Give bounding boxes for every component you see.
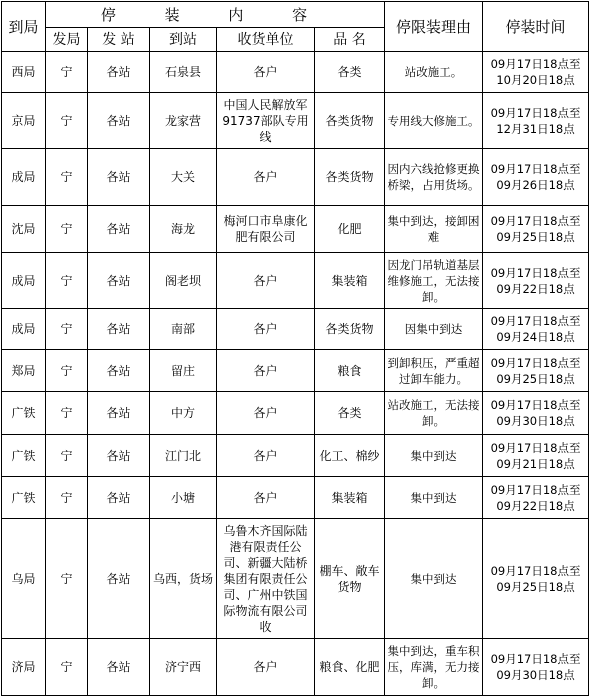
header-reason: 停限装理由 — [385, 2, 483, 52]
cell-to-station: 龙家营 — [150, 93, 217, 149]
cell-from-bureau: 宁 — [46, 519, 88, 639]
cell-time: 09月17日18点至 10月20日18点 — [483, 52, 589, 93]
cell-time: 09月17日18点至 09月30日18点 — [483, 392, 589, 435]
table-row — [2, 350, 589, 392]
cell-reason: 站改施工。 — [385, 52, 483, 93]
cell-goods: 化工、棉纱 — [315, 435, 385, 477]
table-row — [2, 435, 589, 477]
cell-reason: 因龙门吊轨道基层维修施工，无法接卸。 — [385, 253, 483, 309]
cell-reason: 集中到达，接卸困难 — [385, 206, 483, 253]
cell-from-bureau: 宁 — [46, 477, 88, 519]
header-consignee: 收货单位 — [217, 28, 315, 52]
cell-goods: 各类货物 — [315, 149, 385, 206]
cell-bureau: 成局 — [2, 149, 46, 206]
cell-bureau: 广铁 — [2, 392, 46, 435]
cell-from-bureau: 宁 — [46, 309, 88, 350]
cell-from-bureau: 宁 — [46, 93, 88, 149]
cell-bureau: 京局 — [2, 93, 46, 149]
cell-consignee: 梅河口市阜康化肥有限公司 — [217, 206, 315, 253]
cell-from-station: 各站 — [88, 93, 150, 149]
cell-time: 09月17日18点至 12月31日18点 — [483, 93, 589, 149]
cell-consignee: 各户 — [217, 309, 315, 350]
cell-from-bureau: 宁 — [46, 52, 88, 93]
table-row — [2, 52, 589, 93]
cell-from-bureau: 宁 — [46, 435, 88, 477]
cell-bureau: 乌局 — [2, 519, 46, 639]
cell-to-station: 中方 — [150, 392, 217, 435]
cell-from-station: 各站 — [88, 52, 150, 93]
header-origin-bureau: 发局 — [46, 28, 88, 52]
cell-goods: 粮食 — [315, 350, 385, 392]
cell-time: 09月17日18点至 09月25日18点 — [483, 206, 589, 253]
cell-consignee: 各户 — [217, 350, 315, 392]
cell-bureau: 郑局 — [2, 350, 46, 392]
table-row — [2, 392, 589, 435]
cell-from-station: 各站 — [88, 350, 150, 392]
cell-reason: 到卸积压，严重超过卸车能力。 — [385, 350, 483, 392]
cell-consignee: 各户 — [217, 253, 315, 309]
cell-from-station: 各站 — [88, 639, 150, 696]
header-arrival-bureau: 到局 — [2, 2, 46, 52]
table-row — [2, 309, 589, 350]
header-goods: 品 名 — [315, 28, 385, 52]
cell-from-bureau: 宁 — [46, 253, 88, 309]
cell-time: 09月17日18点至 09月25日18点 — [483, 350, 589, 392]
table-row — [2, 519, 589, 639]
cell-time: 09月17日18点至 09月30日18点 — [483, 639, 589, 696]
cell-consignee: 中国人民解放军91737部队专用线 — [217, 93, 315, 149]
cell-goods: 集装箱 — [315, 477, 385, 519]
header-content-group: 停 装 内 容 — [46, 2, 385, 28]
table-row — [2, 253, 589, 309]
table-row — [2, 477, 589, 519]
table-row — [2, 639, 589, 696]
cell-consignee: 各户 — [217, 435, 315, 477]
cell-goods: 各类货物 — [315, 93, 385, 149]
cell-from-bureau: 宁 — [46, 639, 88, 696]
cell-goods: 各类货物 — [315, 309, 385, 350]
cell-time: 09月17日18点至 09月22日18点 — [483, 253, 589, 309]
cell-consignee: 各户 — [217, 149, 315, 206]
cell-consignee: 各户 — [217, 639, 315, 696]
cell-consignee: 各户 — [217, 52, 315, 93]
cell-goods: 集装箱 — [315, 253, 385, 309]
cell-from-station: 各站 — [88, 435, 150, 477]
cell-from-station: 各站 — [88, 206, 150, 253]
table-row — [2, 93, 589, 149]
cell-to-station: 大关 — [150, 149, 217, 206]
cell-reason: 站改施工，无法接卸。 — [385, 392, 483, 435]
cell-from-bureau: 宁 — [46, 350, 88, 392]
cell-goods: 粮食、化肥 — [315, 639, 385, 696]
cell-to-station: 南部 — [150, 309, 217, 350]
cell-bureau: 济局 — [2, 639, 46, 696]
cell-consignee: 乌鲁木齐国际陆港有限责任公司、新疆大陆桥集团有限责任公司、广州中铁国际物流有限公司收 — [217, 519, 315, 639]
suspension-table — [1, 1, 589, 696]
cell-to-station: 济宁西 — [150, 639, 217, 696]
cell-goods: 各类 — [315, 52, 385, 93]
cell-to-station: 留庄 — [150, 350, 217, 392]
cell-goods: 化肥 — [315, 206, 385, 253]
cell-consignee: 各户 — [217, 392, 315, 435]
cell-from-station: 各站 — [88, 253, 150, 309]
cell-from-bureau: 宁 — [46, 206, 88, 253]
header-origin-station: 发 站 — [88, 28, 150, 52]
cell-from-station: 各站 — [88, 149, 150, 206]
cell-time: 09月17日18点至 09月25日18点 — [483, 519, 589, 639]
cell-bureau: 沈局 — [2, 206, 46, 253]
cell-consignee: 各户 — [217, 477, 315, 519]
header-time: 停装时间 — [483, 2, 589, 52]
header-destination-station: 到站 — [150, 28, 217, 52]
cell-bureau: 广铁 — [2, 435, 46, 477]
cell-time: 09月17日18点至 09月24日18点 — [483, 309, 589, 350]
cell-bureau: 广铁 — [2, 477, 46, 519]
cell-time: 09月17日18点至 09月26日18点 — [483, 149, 589, 206]
cell-goods: 各类 — [315, 392, 385, 435]
cell-from-station: 各站 — [88, 477, 150, 519]
cell-reason: 因集中到达 — [385, 309, 483, 350]
cell-from-bureau: 宁 — [46, 149, 88, 206]
cell-from-station: 各站 — [88, 519, 150, 639]
cell-from-station: 各站 — [88, 309, 150, 350]
cell-bureau: 成局 — [2, 253, 46, 309]
cell-reason: 因内六线抢修更换桥梁，占用货场。 — [385, 149, 483, 206]
cell-reason: 集中到达，重车积压，库满，无力接卸。 — [385, 639, 483, 696]
cell-bureau: 成局 — [2, 309, 46, 350]
cell-reason: 集中到达 — [385, 519, 483, 639]
cell-time: 09月17日18点至 09月21日18点 — [483, 435, 589, 477]
table-row — [2, 206, 589, 253]
cell-time: 09月17日18点至 09月22日18点 — [483, 477, 589, 519]
cell-to-station: 小塘 — [150, 477, 217, 519]
cell-goods: 棚车、敞车货物 — [315, 519, 385, 639]
cell-to-station: 江门北 — [150, 435, 217, 477]
cell-reason: 集中到达 — [385, 477, 483, 519]
cell-reason: 集中到达 — [385, 435, 483, 477]
cell-to-station: 乌西，货场 — [150, 519, 217, 639]
cell-from-bureau: 宁 — [46, 392, 88, 435]
cell-to-station: 海龙 — [150, 206, 217, 253]
cell-bureau: 西局 — [2, 52, 46, 93]
cell-to-station: 石泉县 — [150, 52, 217, 93]
cell-reason: 专用线大修施工。 — [385, 93, 483, 149]
cell-from-station: 各站 — [88, 392, 150, 435]
cell-to-station: 阁老坝 — [150, 253, 217, 309]
table-row — [2, 149, 589, 206]
